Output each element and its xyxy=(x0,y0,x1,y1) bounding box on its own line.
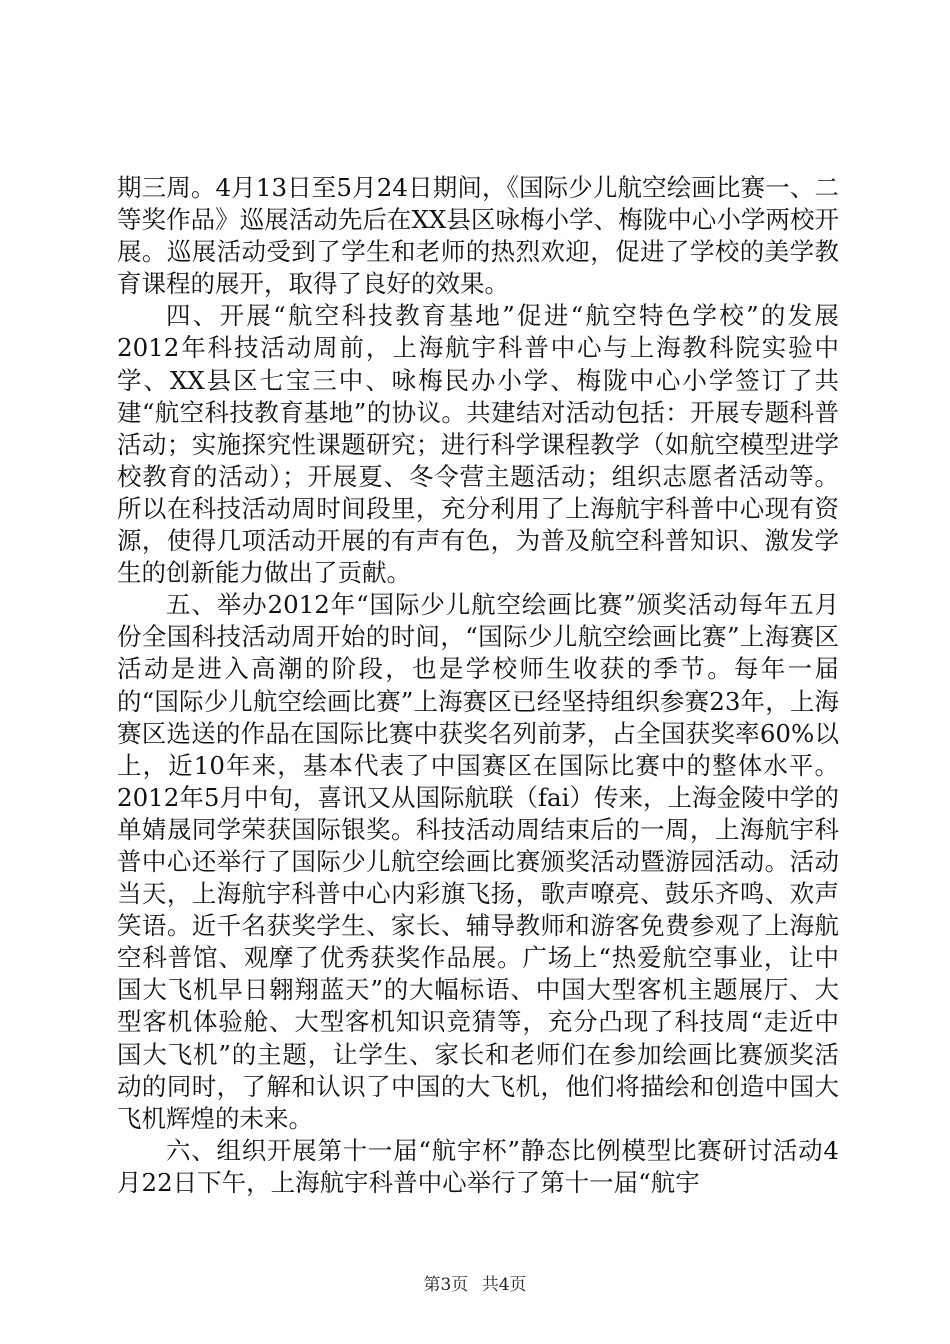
paragraph-4: 六、组织开展第十一届“航宇杯”静态比例模型比赛研讨活动4月22日下午，上海航宇科普中心举行了第十一届“航宇 xyxy=(117,1135,839,1197)
paragraph-1: 期三周。4月13日至5月24日期间，《国际少儿航空绘画比赛一、二等奖作品》巡展活动先后在XX县区咏梅小学、梅陇中心小学两校开展。巡展活动受到了学生和老师的热烈欢迎，促进了学校的美学教育课程的展开，取得了良好的效果。 xyxy=(117,173,839,299)
paragraph-2: 四、开展“航空科技教育基地”促进“航空特色学校”的发展2012年科技活动周前，上海航宇科普中心与上海教科院实验中学、XX县区七宝三中、咏梅民办小学、梅陇中心小学签订了共建“航空科技教育基地”的协议。共建结对活动包括：开展专题科普活动；实施探究性课题研究；进行科学课程教学（如航空模型进学校教育的活动）；开展夏、冬令营主题活动；组织志愿者活动等。所以在科技活动周时间段里，充分利用了上海航宇科普中心现有资源，使得几项活动开展的有声有色，为普及航空科普知识、激发学生的创新能力做出了贡献。 xyxy=(117,301,839,588)
page-total: 共4页 xyxy=(481,1275,527,1295)
page-number: 第3页 xyxy=(423,1275,469,1295)
page-footer xyxy=(0,1270,950,1295)
document-body xyxy=(117,172,839,1199)
paragraph-3: 五、举办2012年“国际少儿航空绘画比赛”颁奖活动每年五月份全国科技活动周开始的时间，“国际少儿航空绘画比赛”上海赛区活动是进入高潮的阶段，也是学校师生收获的季节。每年一届的“国际少儿航空绘画比赛”上海赛区已经坚持组织参赛23年，上海赛区选送的作品在国际比赛中获奖名列前茅，占全国获奖率60%以上，近10年来，基本代表了中国赛区在国际比赛中的整体水平。2012年5月中旬，喜讯又从国际航联（fai）传来，上海金陵中学的单婧晟同学荣获国际银奖。科技活动周结束后的一周，上海航宇科普中心还举行了国际少儿航空绘画比赛颁奖活动暨游园活动。活动当天，上海航宇科普中心内彩旗飞扬，歌声嘹亮、鼓乐齐鸣、欢声笑语。近千名获奖学生、家长、辅导教师和游客免费参观了上海航空科普馆、观摩了优秀获奖作品展。广场上“热爱航空事业，让中国大飞机早日翱翔蓝天”的大幅标语、中国大型客机主题展厅、大型客机体验舱、大型客机知识竞猜等，充分凸现了科技周“走近中国大飞机”的主题，让学生、家长和老师们在参加绘画比赛颁奖活动的同时，了解和认识了中国的大飞机，他们将描绘和创造中国大飞机辉煌的未来。 xyxy=(117,590,839,1133)
